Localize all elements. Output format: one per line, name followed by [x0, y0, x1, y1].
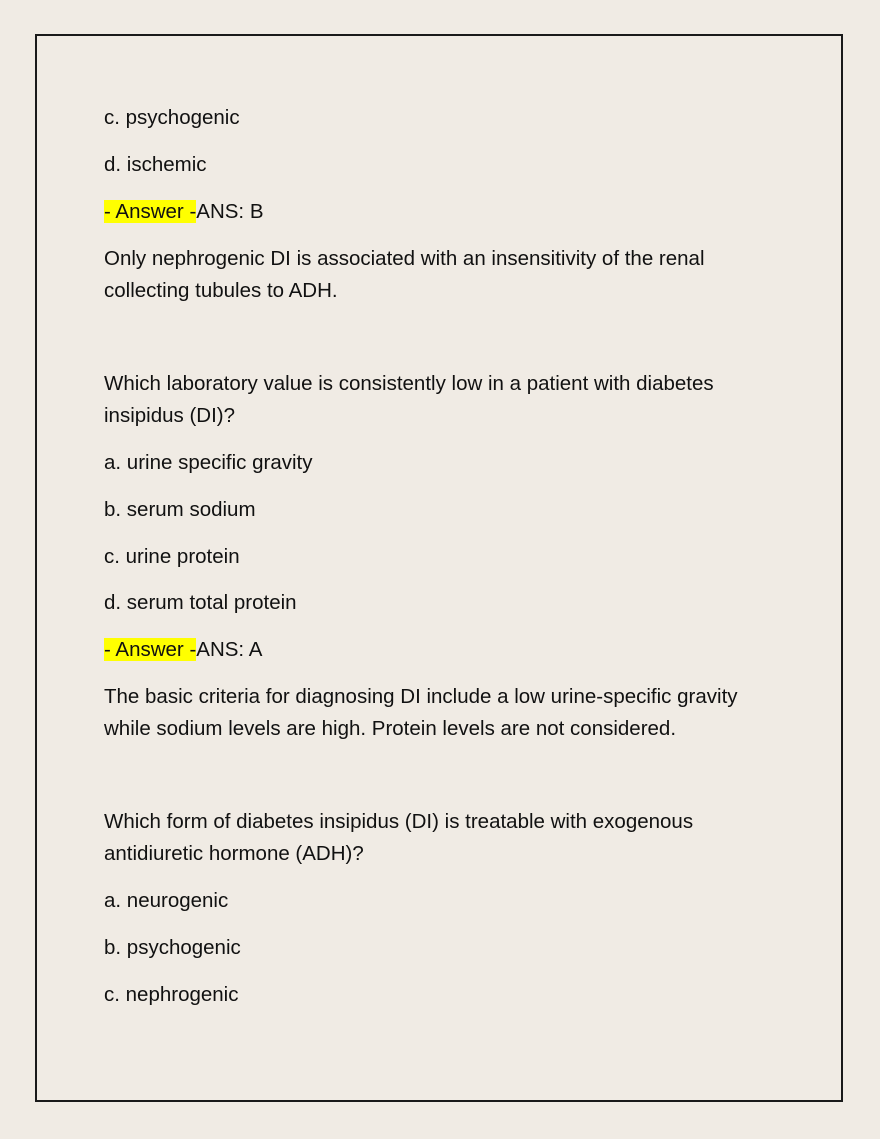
q3-question-line1: Which form of diabetes insipidus (DI) is treatable with exogenous — [104, 810, 694, 833]
q2-rationale-line2: while sodium levels are high. Protein levels are not considered. — [104, 717, 677, 740]
q2-rationale-line1: The basic criteria for diagnosing DI include a low urine-specific gravity — [104, 685, 738, 708]
q1-rationale-line2: collecting tubules to ADH. — [104, 279, 338, 302]
q2-answer-marker: - Answer - — [104, 638, 197, 661]
q3-option-a: a. neurogenic — [104, 889, 229, 912]
q3-option-b: b. psychogenic — [104, 936, 241, 959]
q2-option-c: c. urine protein — [104, 545, 240, 568]
q1-option-c: c. psychogenic — [104, 106, 240, 129]
q1-rationale-line1: Only nephrogenic DI is associated with an insensitivity of the renal — [104, 247, 705, 270]
q2-answer: ANS: A — [196, 638, 263, 661]
q1-answer: ANS: B — [196, 200, 264, 223]
q1-answer-line — [104, 196, 784, 228]
q2-option-d: d. serum total protein — [104, 591, 297, 614]
q2-option-a: a. urine specific gravity — [104, 451, 313, 474]
q2-question-line2: insipidus (DI)? — [104, 404, 236, 427]
q2-answer-line — [104, 634, 784, 666]
q2-question-line1: Which laboratory value is consistently low in a patient with diabetes — [104, 372, 714, 395]
q3-question-line2: antidiuretic hormone (ADH)? — [104, 842, 364, 865]
q1-answer-marker: - Answer - — [104, 200, 197, 223]
q3-option-c: c. nephrogenic — [104, 983, 239, 1006]
q1-option-d: d. ischemic — [104, 153, 207, 176]
q2-option-b: b. serum sodium — [104, 498, 256, 521]
